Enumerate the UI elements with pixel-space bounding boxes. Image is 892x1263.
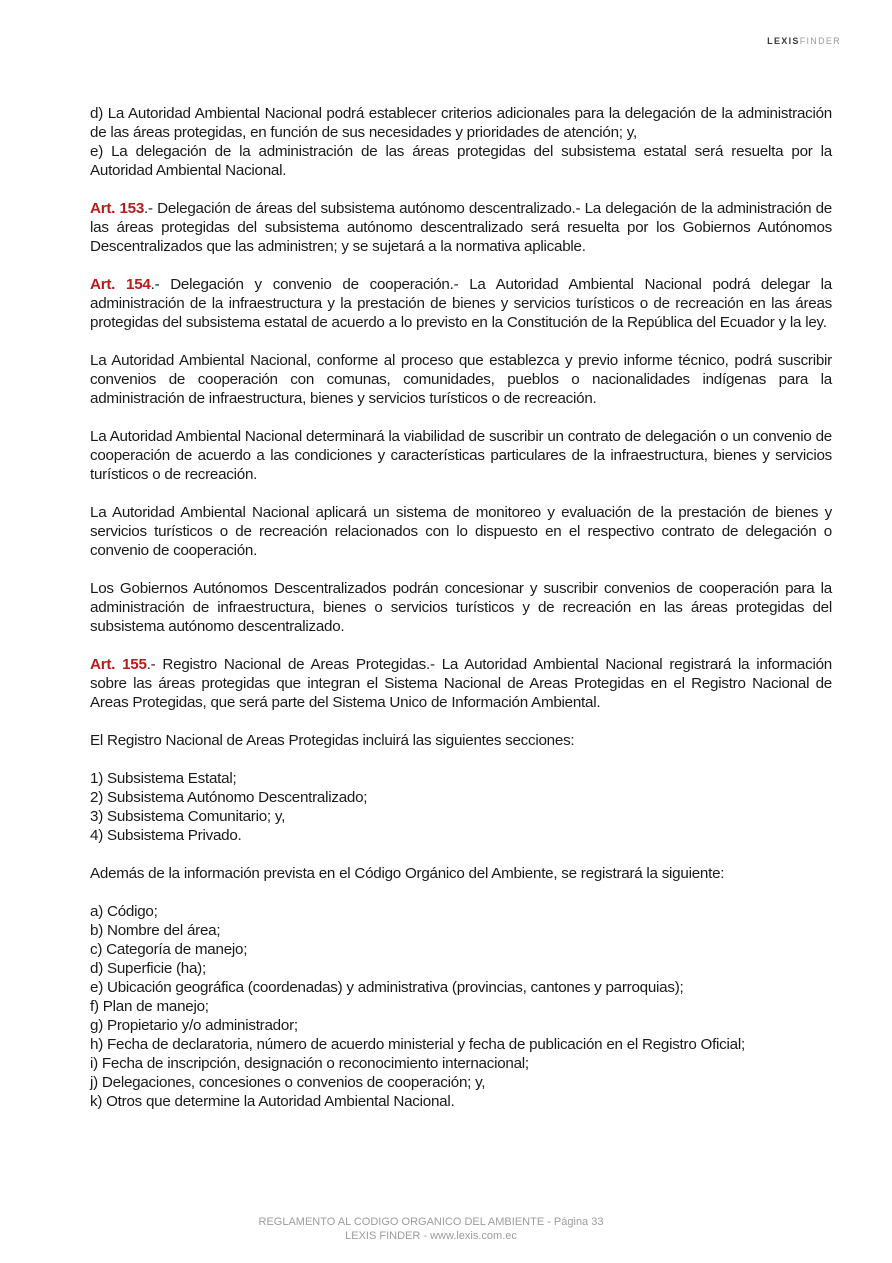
list-item: i) Fecha de inscripción, designación o reconocimiento internacional; [90,1055,529,1072]
article-154-paragraph: La Autoridad Ambiental Nacional, conforme al proceso que establezca y previo informe técnico, podrá suscribir convenios de cooperación con comunas, comunidades, pueblos o nacionalidades indígenas para la administración de infraestructura, bienes y servicios turísticos o de recreación. [90,352,832,407]
article-text: .- Delegación y convenio de cooperación.- La Autoridad Ambiental Nacional podrá delegar la administración de la infraestructura y la prestación de bienes y servicios turísticos o de recreación en las áreas protegidas del subsistema estatal de acuerdo a lo previsto en la Constitución de la República del Ecuador y la ley. [90,276,832,331]
article-154-paragraph: La Autoridad Ambiental Nacional aplicará un sistema de monitoreo y evaluación de la prestación de bienes y servicios turísticos o de recreación relacionados con lo dispuesto en el respectivo contrato de delegación o convenio de cooperación. [90,504,832,559]
list-item: d) Superficie (ha); [90,960,206,977]
article-label: Art. 154 [90,276,151,293]
footer-document-title: REGLAMENTO AL CODIGO ORGANICO DEL AMBIENTE - Página 33 [258,1216,604,1228]
article-text: .- Delegación de áreas del subsistema autónomo descentralizado.- La delegación de la administración de las áreas protegidas del subsistema autónomo descentralizado será resuelta por los Gobiernos Autónomos Descentralizados que las administren; y se sujetará a la normativa aplicable. [90,200,832,255]
article-text: .- Registro Nacional de Areas Protegidas.- La Autoridad Ambiental Nacional registrará la información sobre las áreas protegidas que integran el Sistema Nacional de Areas Protegidas en el Registro Nacional de Areas Protegidas, que será parte del Sistema Unico de Información Ambiental. [90,656,832,711]
list-item: k) Otros que determine la Autoridad Ambiental Nacional. [90,1093,455,1110]
intro-item-d: d) La Autoridad Ambiental Nacional podrá establecer criterios adicionales para la delegación de la administración de las áreas protegidas, en función de sus necesidades y prioridades de atención; y, [90,105,832,141]
list-item: g) Propietario y/o administrador; [90,1017,298,1034]
article-154-paragraph: Los Gobiernos Autónomos Descentralizados podrán concesionar y suscribir convenios de cooperación para la administración de infraestructura, bienes o servicios turísticos y de recreación en las áreas protegidas del subsistema autónomo descentralizado. [90,580,832,635]
list-item: j) Delegaciones, concesiones o convenios de cooperación; y, [90,1074,486,1091]
article-155 [90,655,832,712]
list-item: e) Ubicación geográfica (coordenadas) y administrativa (provincias, cantones y parroquias); [90,979,684,996]
sections-list [90,769,832,845]
list-item: b) Nombre del área; [90,922,221,939]
page-content [90,104,832,1130]
article-label: Art. 155 [90,656,147,673]
list-item: h) Fecha de declaratoria, número de acuerdo ministerial y fecha de publicación en el Registro Oficial; [90,1036,745,1053]
sections-intro: El Registro Nacional de Areas Protegidas incluirá las siguientes secciones: [90,732,575,749]
fields-intro: Además de la información prevista en el Código Orgánico del Ambiente, se registrará la siguiente: [90,865,725,882]
list-item: a) Código; [90,903,158,920]
list-item: 4) Subsistema Privado. [90,827,242,844]
page-footer [0,1215,862,1243]
article-154-paragraph: La Autoridad Ambiental Nacional determinará la viabilidad de suscribir un contrato de delegación o un convenio de cooperación de acuerdo a las condiciones y características particulares de la infraestructura, bienes y servicios turísticos o de recreación. [90,428,832,483]
logo-finder: FINDER [799,36,841,46]
intro-item-e: e) La delegación de la administración de las áreas protegidas del subsistema estatal será resuelta por la Autoridad Ambiental Nacional. [90,143,832,179]
lexis-finder-logo [767,36,841,46]
list-item: c) Categoría de manejo; [90,941,248,958]
fields-list [90,902,832,1111]
list-item: 1) Subsistema Estatal; [90,770,237,787]
article-154 [90,275,832,332]
list-item: f) Plan de manejo; [90,998,209,1015]
intro-items [90,104,832,180]
article-label: Art. 153 [90,200,145,217]
footer-website: LEXIS FINDER - www.lexis.com.ec [345,1230,517,1242]
article-153 [90,199,832,256]
logo-lexis: LEXIS [767,36,800,46]
list-item: 2) Subsistema Autónomo Descentralizado; [90,789,368,806]
list-item: 3) Subsistema Comunitario; y, [90,808,286,825]
